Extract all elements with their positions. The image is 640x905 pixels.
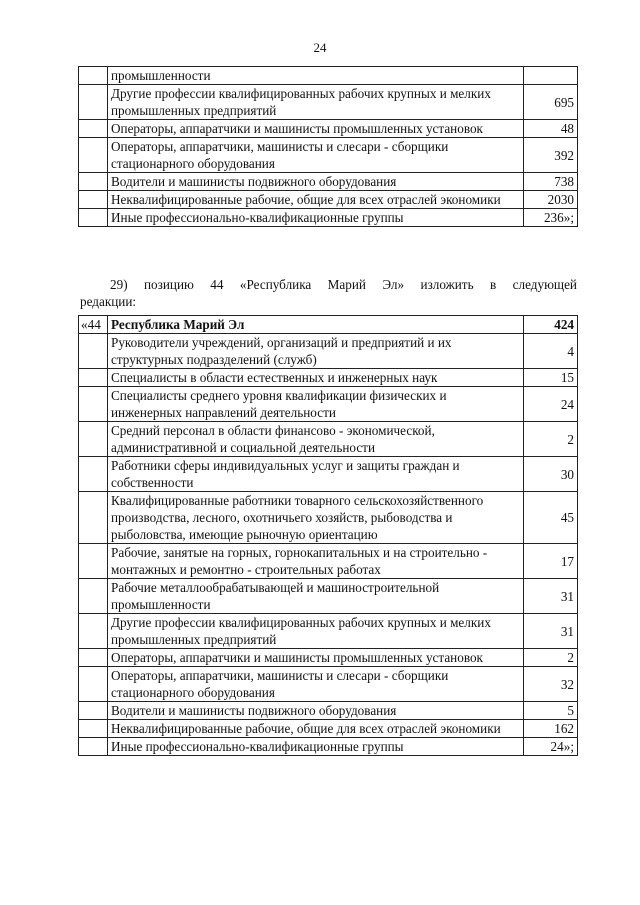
row-label: Иные профессионально-квалификационные группы (108, 738, 524, 756)
table-row (79, 369, 578, 387)
row-value: 24»; (524, 738, 578, 756)
row-value: 15 (524, 369, 578, 387)
row-label: Операторы, аппаратчики, машинисты и слесари - сборщики стационарного оборудования (108, 667, 524, 702)
top-table-body (79, 67, 578, 227)
row-value: 45 (524, 492, 578, 544)
row-number-cell (79, 120, 108, 138)
row-number-cell (79, 422, 108, 457)
row-value: 17 (524, 544, 578, 579)
row-number-cell (79, 387, 108, 422)
row-label: Другие профессии квалифицированных рабочих крупных и мелких промышленных предприятий (108, 85, 524, 120)
row-label: Операторы, аппаратчики, машинисты и слесари - сборщики стационарного оборудования (108, 138, 524, 173)
row-value: 5 (524, 702, 578, 720)
bottom-table (78, 315, 578, 756)
row-label: Рабочие, занятые на горных, горнокапитальных и на строительно - монтажных и ремонтно - строительных работах (108, 544, 524, 579)
row-number-cell (79, 720, 108, 738)
row-value: 31 (524, 614, 578, 649)
row-value: 32 (524, 667, 578, 702)
row-number-cell (79, 457, 108, 492)
row-number-cell (79, 191, 108, 209)
row-label: Квалифицированные работники товарного сельскохозяйственного производства, лесного, охотничьего хозяйств, рыбоводства и рыболовства, имеющие рыночную ориентацию (108, 492, 524, 544)
row-label: промышленности (108, 67, 524, 85)
row-number-cell (79, 369, 108, 387)
row-value: 738 (524, 173, 578, 191)
row-number-cell (79, 173, 108, 191)
row-number-cell (79, 579, 108, 614)
table-row (79, 702, 578, 720)
row-value: 4 (524, 334, 578, 369)
position-number: «44 (79, 316, 108, 334)
table-row (79, 334, 578, 369)
row-value: 2 (524, 649, 578, 667)
row-number-cell (79, 85, 108, 120)
row-value: 30 (524, 457, 578, 492)
table-header-row (79, 316, 578, 334)
table-row (79, 120, 578, 138)
row-label: Водители и машинисты подвижного оборудования (108, 173, 524, 191)
row-value: 2030 (524, 191, 578, 209)
row-value: 24 (524, 387, 578, 422)
table-row (79, 387, 578, 422)
table-row (79, 720, 578, 738)
row-value: 236»; (524, 209, 578, 227)
region-name: Республика Марий Эл (108, 316, 524, 334)
row-label: Неквалифицированные рабочие, общие для всех отраслей экономики (108, 191, 524, 209)
table-row (79, 422, 578, 457)
row-label: Специалисты среднего уровня квалификации физических и инженерных направлений деятельности (108, 387, 524, 422)
top-table (78, 66, 578, 227)
row-label: Водители и машинисты подвижного оборудования (108, 702, 524, 720)
row-number-cell (79, 614, 108, 649)
row-number-cell (79, 492, 108, 544)
table-row (79, 579, 578, 614)
row-number-cell (79, 738, 108, 756)
table-row (79, 544, 578, 579)
table-row (79, 492, 578, 544)
table-row (79, 738, 578, 756)
page-number: 24 (313, 40, 327, 55)
paragraph-line-2: редакции: (80, 294, 137, 309)
table-row (79, 667, 578, 702)
row-number-cell (79, 649, 108, 667)
row-number-cell (79, 667, 108, 702)
row-label: Специалисты в области естественных и инженерных наук (108, 369, 524, 387)
table-row (79, 209, 578, 227)
row-label: Неквалифицированные рабочие, общие для всех отраслей экономики (108, 720, 524, 738)
row-label: Иные профессионально-квалификационные группы (108, 209, 524, 227)
row-value: 31 (524, 579, 578, 614)
row-label: Средний персонал в области финансово - экономической, административной и социальной деятельности (108, 422, 524, 457)
bottom-table-body (79, 316, 578, 756)
row-number-cell (79, 334, 108, 369)
row-number-cell (79, 67, 108, 85)
paragraph-line-1: 29) позицию 44 «Республика Марий Эл» изложить в следующей (110, 277, 577, 292)
row-value: 392 (524, 138, 578, 173)
table-row (79, 173, 578, 191)
table-row (79, 138, 578, 173)
row-value: 2 (524, 422, 578, 457)
row-label: Другие профессии квалифицированных рабочих крупных и мелких промышленных предприятий (108, 614, 524, 649)
table-row (79, 649, 578, 667)
row-label: Работники сферы индивидуальных услуг и защиты граждан и собственности (108, 457, 524, 492)
table-row (79, 85, 578, 120)
row-number-cell (79, 544, 108, 579)
row-value: 48 (524, 120, 578, 138)
row-label: Операторы, аппаратчики и машинисты промышленных установок (108, 120, 524, 138)
row-value: 695 (524, 85, 578, 120)
row-label: Руководители учреждений, организаций и предприятий и их структурных подразделений (служб) (108, 334, 524, 369)
row-label: Операторы, аппаратчики и машинисты промышленных установок (108, 649, 524, 667)
table-row (79, 67, 578, 85)
row-label: Рабочие металлообрабатывающей и машиностроительной промышленности (108, 579, 524, 614)
row-number-cell (79, 209, 108, 227)
table-row (79, 614, 578, 649)
row-value: 162 (524, 720, 578, 738)
table-row (79, 457, 578, 492)
region-total: 424 (524, 316, 578, 334)
row-value (524, 67, 578, 85)
row-number-cell (79, 138, 108, 173)
row-number-cell (79, 702, 108, 720)
table-row (79, 191, 578, 209)
